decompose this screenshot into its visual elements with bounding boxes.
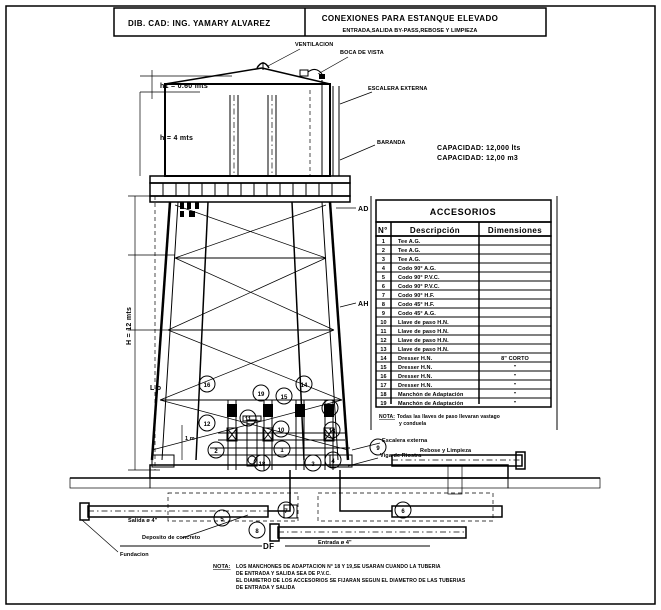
ground-hatch-left — [70, 478, 150, 488]
table-row[interactable] — [382, 248, 421, 254]
label-df: DF — [263, 542, 275, 551]
tank-annotations — [268, 42, 427, 160]
table-cell-dimension: " — [513, 401, 517, 407]
callout-15 — [276, 388, 292, 404]
platform-balcony — [150, 176, 350, 202]
table-cell-number: 17 — [380, 383, 387, 389]
platform-slab-bottom — [150, 196, 350, 202]
table-cell-number: 4 — [381, 266, 386, 272]
label-capacidad-m3: CAPACIDAD: 12,00 m3 — [437, 155, 519, 162]
water-tank — [165, 62, 339, 176]
bottom-note-line1: LOS MANCHONES DE ADAPTACION N° 18 Y 19,SE USARAN CUANDO LA TUBERIA — [236, 564, 441, 570]
table-row[interactable] — [382, 293, 435, 299]
tower-x3b — [160, 330, 334, 400]
tower-x2b — [168, 258, 326, 330]
svg-text:10: 10 — [277, 428, 285, 434]
table-cell-description: Codo 90° P.V.C. — [398, 275, 440, 281]
svg-text:16: 16 — [203, 383, 211, 389]
leader-fundacion — [82, 520, 118, 552]
svg-text:15: 15 — [280, 395, 288, 401]
label-entrada: Entrada ø 4" — [318, 540, 352, 546]
table-cell-number: 6 — [381, 284, 386, 290]
tower-x2a — [175, 258, 334, 330]
label-viga-riostra: Viga de Riostra — [380, 453, 422, 459]
svg-text:1: 1 — [280, 448, 284, 454]
leader-ventilacion — [268, 49, 300, 66]
tower-detail-marks — [180, 202, 199, 217]
table-cell-description: Dresser H.N. — [398, 365, 433, 371]
label-escalera-externa-low: Escalera externa — [382, 438, 428, 444]
svg-text:9: 9 — [376, 446, 380, 452]
label-lo: L o — [150, 385, 162, 392]
callout-3 — [305, 455, 321, 471]
svg-text:18: 18 — [258, 462, 266, 468]
dresser-2 — [263, 404, 273, 417]
entrada-pipe — [278, 527, 466, 538]
callout-7 — [278, 502, 294, 518]
table-cell-description: Manchón de Adaptación — [398, 401, 464, 407]
callout-19 — [253, 385, 269, 401]
label-tower-height: H = 12 mts — [126, 306, 133, 345]
callout-10 — [273, 421, 289, 437]
label-baranda: BARANDA — [377, 140, 406, 146]
table-title: ACCESORIOS — [429, 207, 497, 217]
table-note-line2: y conduela — [399, 421, 427, 427]
manhole-hinge — [319, 74, 325, 79]
table-cell-number: 14 — [380, 356, 387, 362]
table-cell-number: 8 — [381, 302, 386, 308]
label-rebose-limpieza: Rebose y Limpieza — [420, 448, 472, 454]
callout-18 — [254, 455, 270, 471]
label-salida: Salida ø 4" — [128, 518, 158, 524]
table-cell-number: 13 — [380, 347, 387, 353]
table-cell-number: 10 — [380, 320, 387, 326]
ground-hatch-band — [150, 478, 508, 488]
table-cell-description: Tee A.G. — [398, 248, 421, 254]
table-header-descripcion: Descripción — [409, 226, 461, 235]
callout-12 — [199, 415, 215, 431]
table-row[interactable] — [380, 401, 516, 407]
label-h: h = 4 mts — [160, 135, 194, 142]
table-cell-number: 7 — [381, 293, 386, 299]
table-cell-description: Dresser H.N. — [398, 383, 433, 389]
table-cell-description: Codo 90° A.G. — [398, 266, 436, 272]
callout-5 — [214, 510, 230, 526]
table-cell-description: Tee A.G. — [398, 257, 421, 263]
label-1m: 1 m — [185, 436, 195, 442]
table-header-dimensiones: Dimensiones — [487, 226, 543, 235]
svg-text:13: 13 — [328, 429, 336, 435]
callout-2 — [208, 442, 224, 458]
table-note-label: NOTA: — [379, 414, 395, 420]
label-capacidad-lts: CAPACIDAD: 12,000 lts — [437, 145, 521, 152]
tower-leg-mid-right — [292, 202, 304, 460]
manhole-box — [300, 70, 308, 76]
tower-leg-right-inner — [322, 202, 338, 460]
ground-hatch-right — [508, 478, 600, 488]
svg-text:7: 7 — [284, 509, 288, 515]
table-cell-dimension: " — [513, 383, 517, 389]
table-row[interactable] — [380, 365, 516, 371]
table-row[interactable] — [382, 257, 421, 263]
label-fundacion: Fundacion — [120, 552, 149, 558]
table-cell-dimension: 8" CORTO — [501, 356, 529, 362]
table-cell-number: 11 — [380, 329, 387, 335]
table-cell-description: Codo 90° H.F. — [398, 293, 435, 299]
table-cell-description: Tee A.G. — [398, 239, 421, 245]
label-h1: h1 = 0.60 mts — [160, 83, 209, 90]
table-note-line1: Todas las llaves de paso llevaran vastago — [397, 414, 500, 420]
bottom-note-block — [213, 564, 466, 591]
tank-dimensions — [140, 70, 232, 176]
callout-14 — [296, 376, 312, 392]
table-row[interactable] — [380, 392, 516, 398]
table-cell-description: Dresser H.N. — [398, 356, 433, 362]
dresser-1 — [227, 404, 237, 417]
tower-x4a — [160, 400, 348, 450]
drawing-subtitle: ENTRADA,SALIDA BY-PASS,REBOSE Y LIMPIEZA — [342, 28, 478, 34]
railing-posts — [163, 183, 332, 196]
drawing-title: CONEXIONES PARA ESTANQUE ELEVADO — [321, 14, 499, 23]
lower-annotations — [82, 438, 428, 558]
table-cell-number: 2 — [381, 248, 386, 254]
label-boca-visita: BOCA DE VISTA — [340, 50, 384, 56]
platform-railing-band — [150, 183, 350, 196]
table-header-n: N° — [378, 226, 388, 235]
table-cell-description: Llave de paso H.N. — [398, 320, 449, 326]
right-pipe-riser — [340, 470, 392, 511]
table-cell-dimension: " — [513, 392, 517, 398]
table-cell-description: Manchón de Adaptación — [398, 392, 464, 398]
table-cell-number: 18 — [380, 392, 387, 398]
tank-body — [165, 84, 330, 176]
bottom-note-label: NOTA: — [213, 564, 231, 570]
table-cell-description: Llave de paso H.N. — [398, 347, 449, 353]
ground-and-foundation — [70, 455, 600, 521]
table-row[interactable] — [382, 239, 421, 245]
svg-text:19: 19 — [257, 392, 265, 398]
label-deposito: Deposito de concreto — [142, 535, 201, 541]
tower-x3a — [168, 330, 342, 400]
table-row[interactable] — [382, 311, 436, 317]
label-ventilacion: VENTILACION — [295, 42, 334, 48]
svg-text:12: 12 — [203, 422, 211, 428]
leader-baranda — [340, 145, 375, 160]
table-cell-description: Codo 45° A.G. — [398, 311, 436, 317]
svg-text:14: 14 — [300, 383, 308, 389]
callout-16 — [199, 376, 215, 392]
leader-escalera — [340, 92, 372, 104]
label-ad: AD — [358, 206, 369, 213]
table-row[interactable] — [380, 356, 529, 362]
svg-text:3: 3 — [311, 462, 315, 468]
svg-text:4: 4 — [331, 459, 335, 465]
table-cell-number: 15 — [380, 365, 387, 371]
author-label: DIB. CAD: ING. YAMARY ALVAREZ — [128, 19, 271, 28]
svg-text:2: 2 — [214, 449, 218, 455]
svg-text:6: 6 — [401, 509, 405, 515]
table-cell-description: Llave de paso H.N. — [398, 338, 449, 344]
table-cell-number: 16 — [380, 374, 387, 380]
table-cell-number: 9 — [381, 311, 386, 317]
svg-text:17: 17 — [326, 407, 334, 413]
salida-pipe — [88, 506, 268, 517]
table-row[interactable] — [382, 266, 436, 272]
table-cell-number: 3 — [381, 257, 386, 263]
callout-6 — [395, 502, 411, 518]
leader-ah — [340, 303, 356, 307]
table-row[interactable] — [380, 383, 516, 389]
accessories-table — [371, 196, 557, 430]
leader-boca-visita — [318, 57, 348, 74]
rebose-drop-column — [448, 466, 462, 494]
table-cell-description: Llave de paso H.N. — [398, 329, 449, 335]
platform-slab-top — [150, 176, 350, 183]
table-row[interactable] — [382, 302, 435, 308]
callout-13 — [324, 422, 340, 438]
svg-text:11: 11 — [244, 417, 252, 423]
bottom-note-line4: DE ENTRADA Y SALIDA — [236, 585, 296, 591]
dresser-3 — [295, 404, 305, 417]
table-cell-description: Codo 45° H.F. — [398, 302, 435, 308]
table-cell-number: 19 — [380, 401, 387, 407]
table-cell-dimension: " — [513, 365, 517, 371]
label-ah: AH — [358, 301, 369, 308]
table-cell-dimension: " — [513, 374, 517, 380]
callout-8 — [249, 522, 265, 538]
table-row[interactable] — [380, 374, 516, 380]
bottom-note-line3: EL DIAMETRO DE LOS ACCESORIOS SE FIJARAN SEGUN EL DIAMETRO DE LAS TUBERIAS — [236, 578, 466, 584]
table-cell-number: 1 — [381, 239, 386, 245]
table-cell-description: Dresser H.N. — [398, 374, 433, 380]
svg-text:5: 5 — [220, 517, 224, 523]
table-cell-number: 5 — [381, 275, 386, 281]
callout-9 — [370, 439, 386, 455]
table-cell-number: 12 — [380, 338, 387, 344]
buried-piping — [80, 448, 525, 546]
title-block — [114, 8, 546, 36]
label-escalera-externa: ESCALERA EXTERNA — [368, 86, 428, 92]
bottom-note-line2: DE ENTRADA Y SALIDA SEA DE P.V.C. — [236, 571, 331, 577]
svg-text:8: 8 — [255, 529, 259, 535]
table-cell-description: Codo 90° P.V.C. — [398, 284, 440, 290]
